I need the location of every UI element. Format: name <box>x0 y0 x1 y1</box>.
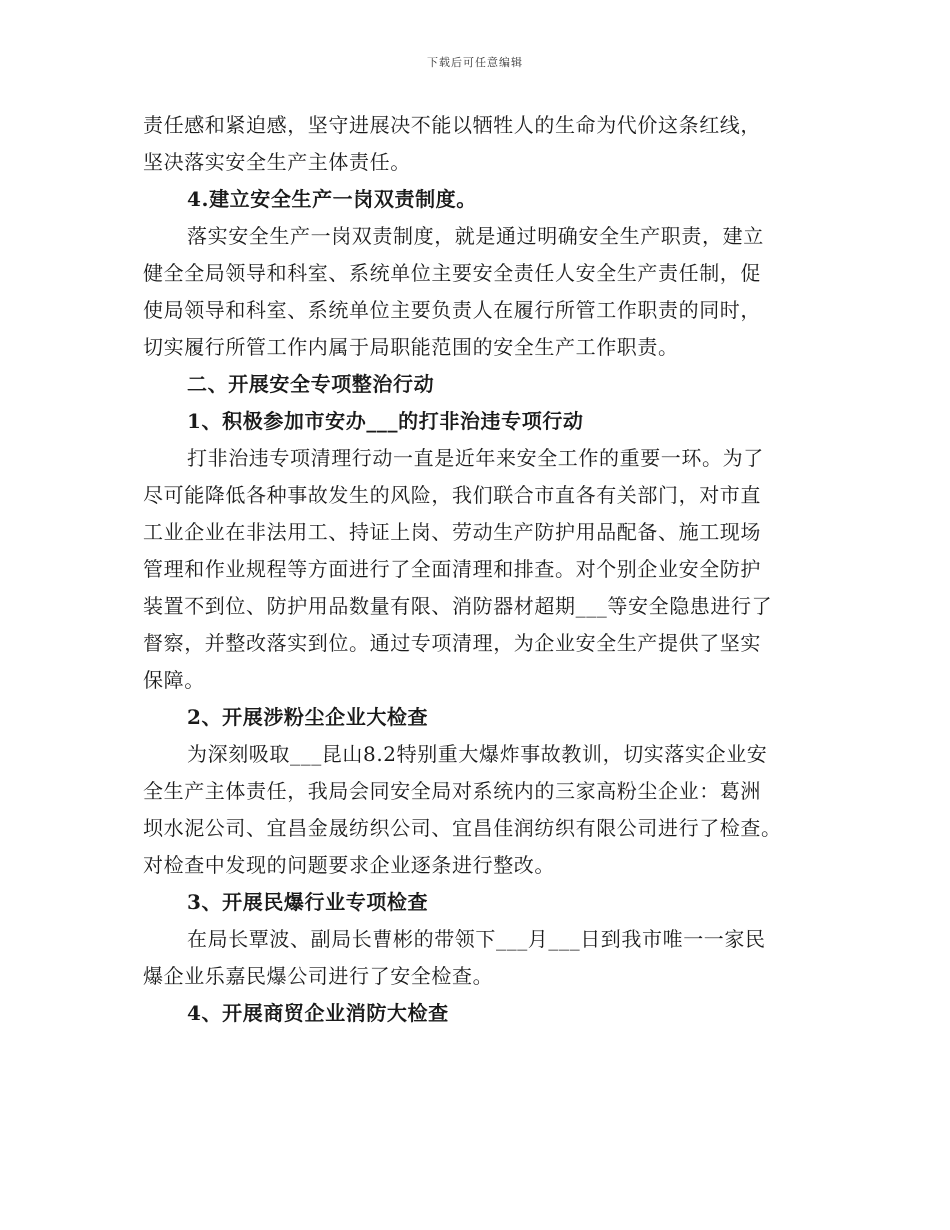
paragraph-line: 坝水泥公司、宜昌金晟纺织公司、宜昌佳润纺织有限公司进行了检查。 <box>143 816 782 840</box>
paragraph-line: 使局领导和科室、系统单位主要负责人在履行所管工作职责的同时， <box>143 298 761 322</box>
paragraph-line: 落实安全生产一岗双责制度，就是通过明确安全生产职责，建立 <box>187 224 764 248</box>
heading-item-4: 4、开展商贸企业消防大检查 <box>187 1001 449 1025</box>
heading-item-3: 3、开展民爆行业专项检查 <box>187 890 429 914</box>
paragraph-line: 切实履行所管工作内属于局职能范围的安全生产工作职责。 <box>143 335 679 359</box>
paragraph-line: 尽可能降低各种事故发生的风险，我们联合市直各有关部门，对市直 <box>143 483 761 507</box>
paragraph-crackdown <box>143 440 813 699</box>
heading-item-1: 1、积极参加市安办___的打非治违专项行动 <box>187 409 584 433</box>
paragraph-line: 对检查中发现的问题要求企业逐条进行整改。 <box>143 853 555 877</box>
paragraph-line: 管理和作业规程等方面进行了全面清理和排查。对个别企业安全防护 <box>143 557 761 581</box>
paragraph-line: 为深刻吸取___昆山8.2特别重大爆炸事故教训，切实落实企业安 <box>187 742 768 766</box>
paragraph-line: 爆企业乐嘉民爆公司进行了安全检查。 <box>143 964 494 988</box>
heading-one-post-two-duties: 4.建立安全生产一岗双责制度。 <box>187 187 477 211</box>
paragraph-one-post-two-duties <box>143 218 813 366</box>
page-header: 下载后可任意编辑 <box>427 56 523 69</box>
paragraph-dust-inspection <box>143 736 813 884</box>
paragraph-line: 工业企业在非法用工、持证上岗、劳动生产防护用品配备、施工现场 <box>143 520 761 544</box>
paragraph-line: 全生产主体责任，我局会同安全局对系统内的三家高粉尘企业：葛洲 <box>143 779 761 803</box>
paragraph-line: 责任感和紧迫感，坚守进展决不能以牺牲人的生命为代价这条红线， <box>143 113 761 137</box>
paragraph-line: 保障。 <box>143 668 205 692</box>
paragraph-line: 坚决落实安全生产主体责任。 <box>143 150 411 174</box>
paragraph-line: 督察，并整改落实到位。通过专项清理，为企业安全生产提供了坚实 <box>143 631 761 655</box>
paragraph-line: 健全全局领导和科室、系统单位主要安全责任人安全生产责任制，促 <box>143 261 761 285</box>
paragraph-explosives-inspection <box>143 921 813 995</box>
document-body <box>143 107 813 1032</box>
paragraph-line: 打非治违专项清理行动一直是近年来安全工作的重要一环。为了 <box>187 446 764 470</box>
paragraph-line: 在局长覃波、副局长曹彬的带领下___月___日到我市唯一一家民 <box>187 927 766 951</box>
paragraph-responsibility <box>143 107 813 181</box>
heading-item-2: 2、开展涉粉尘企业大检查 <box>187 705 429 729</box>
heading-section-two: 二、开展安全专项整治行动 <box>187 372 435 396</box>
paragraph-line: 装置不到位、防护用品数量有限、消防器材超期___等安全隐患进行了 <box>143 594 773 618</box>
